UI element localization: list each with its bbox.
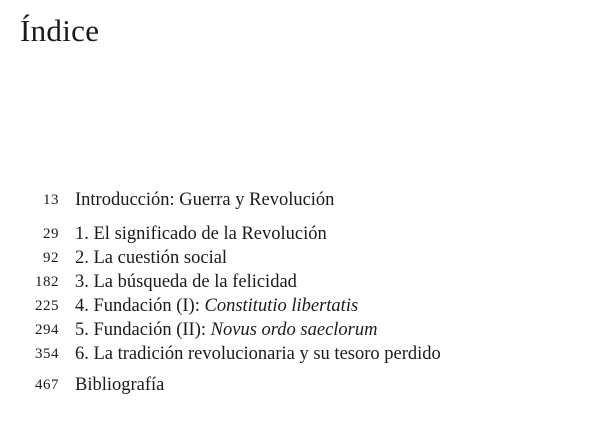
toc-entry-text: La tradición revolucionaria y su tesoro perdido <box>93 344 441 364</box>
toc-entry-introduction[interactable] <box>0 188 600 212</box>
toc-entry-chapter-6[interactable] <box>0 342 600 366</box>
toc-page-number: 225 <box>35 298 59 314</box>
toc-entry-italic-text: Constitutio libertatis <box>204 296 359 316</box>
toc-page-number: 92 <box>43 250 59 266</box>
toc-entry-chapter-5[interactable] <box>0 318 600 342</box>
toc-entry-title <box>75 342 441 366</box>
toc-entry-text: La búsqueda de la felicidad <box>93 272 297 292</box>
toc-entry-chapter-4[interactable] <box>0 294 600 318</box>
toc-entry-text: La cuestión social <box>93 248 228 268</box>
toc-entry-title <box>75 188 334 212</box>
toc-chapter-number: 3. <box>75 272 89 292</box>
toc-entry-bibliography[interactable] <box>0 373 600 397</box>
toc-entry-text: Introducción: Guerra y Revolución <box>75 190 335 210</box>
toc-page-number: 294 <box>35 322 59 338</box>
toc-entry-title <box>75 294 358 318</box>
toc-page-number: 354 <box>35 346 59 362</box>
page-title: Índice <box>20 13 100 48</box>
toc-entry-text: Fundación (II): <box>93 320 211 340</box>
toc-entry-title <box>75 318 377 342</box>
toc-entry-chapter-3[interactable] <box>0 270 600 294</box>
toc-entry-italic-text: Novus ordo saeclorum <box>210 320 378 340</box>
toc-entry-title <box>75 373 164 397</box>
toc-page-number: 13 <box>43 192 59 208</box>
toc-entry-text: El significado de la Revolución <box>93 224 327 244</box>
toc-page-number: 29 <box>43 226 59 242</box>
toc-entry-title <box>75 222 327 246</box>
toc-entry-chapter-1[interactable] <box>0 222 600 246</box>
toc-entry-chapter-2[interactable] <box>0 246 600 270</box>
toc-chapter-number: 6. <box>75 344 89 364</box>
toc-page-number: 467 <box>35 377 59 393</box>
toc-entry-text: Fundación (I): <box>93 296 205 316</box>
toc-chapter-number: 1. <box>75 224 89 244</box>
toc-entry-title <box>75 246 227 270</box>
toc-page-number: 182 <box>35 274 59 290</box>
toc-entry-text: Bibliografía <box>75 375 165 395</box>
toc-chapter-number: 4. <box>75 296 89 316</box>
toc-chapter-number: 2. <box>75 248 89 268</box>
toc-entry-title <box>75 270 297 294</box>
table-of-contents <box>0 188 600 397</box>
toc-chapter-number: 5. <box>75 320 89 340</box>
